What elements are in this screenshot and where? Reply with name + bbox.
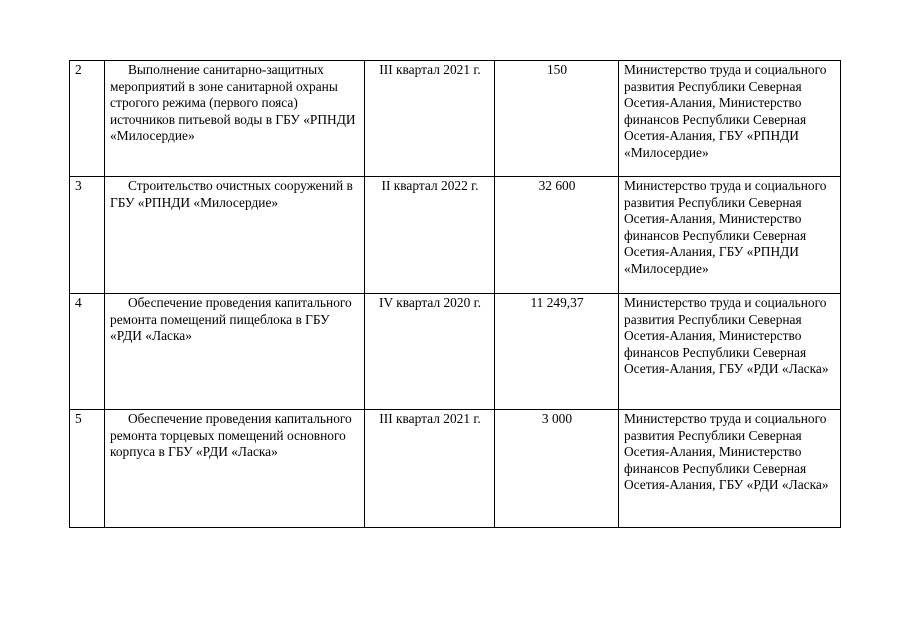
measure-name: Выполнение санитарно-защитных мероприятий в зоне санитарной охраны строгого режима (первого пояса) источников питьевой воды в ГБУ «РПНДИ «Милосердие» xyxy=(110,62,356,144)
row-number: 4 xyxy=(70,294,105,410)
row-number: 5 xyxy=(70,410,105,528)
measure-name: Обеспечение проведения капитального ремонта помещений пищеблока в ГБУ «РДИ «Ласка» xyxy=(110,295,352,344)
measure-name-cell xyxy=(105,410,365,528)
measure-name-cell xyxy=(105,294,365,410)
executors: Министерство труда и социального развития Республики Северная Осетия-Алания, Министерство финансов Республики Северная Осетия-Алания, ГБУ «РДИ «Ласка» xyxy=(619,294,841,410)
deadline: IV квартал 2020 г. xyxy=(365,294,495,410)
deadline: III квартал 2021 г. xyxy=(365,61,495,177)
funding-amount: 3 000 xyxy=(495,410,619,528)
measure-name: Обеспечение проведения капитального ремонта торцевых помещений основного корпуса в ГБУ «РДИ «Ласка» xyxy=(110,411,352,460)
funding-amount: 150 xyxy=(495,61,619,177)
measure-name-cell xyxy=(105,177,365,294)
table-row xyxy=(70,294,841,410)
measure-name: Строительство очистных сооружений в ГБУ «РПНДИ «Милосердие» xyxy=(110,178,353,210)
executors: Министерство труда и социального развития Республики Северная Осетия-Алания, Министерство финансов Республики Северная Осетия-Алания, ГБУ «РПНДИ «Милосердие» xyxy=(619,61,841,177)
table-row xyxy=(70,61,841,177)
row-number: 3 xyxy=(70,177,105,294)
table-row xyxy=(70,410,841,528)
funding-amount: 11 249,37 xyxy=(495,294,619,410)
executors: Министерство труда и социального развития Республики Северная Осетия-Алания, Министерство финансов Республики Северная Осетия-Алания, ГБУ «РДИ «Ласка» xyxy=(619,410,841,528)
deadline: III квартал 2021 г. xyxy=(365,410,495,528)
row-number: 2 xyxy=(70,61,105,177)
table-row xyxy=(70,177,841,294)
measures-table xyxy=(69,60,841,528)
measure-name-cell xyxy=(105,61,365,177)
funding-amount: 32 600 xyxy=(495,177,619,294)
deadline: II квартал 2022 г. xyxy=(365,177,495,294)
executors: Министерство труда и социального развития Республики Северная Осетия-Алания, Министерство финансов Республики Северная Осетия-Алания, ГБУ «РПНДИ «Милосердие» xyxy=(619,177,841,294)
